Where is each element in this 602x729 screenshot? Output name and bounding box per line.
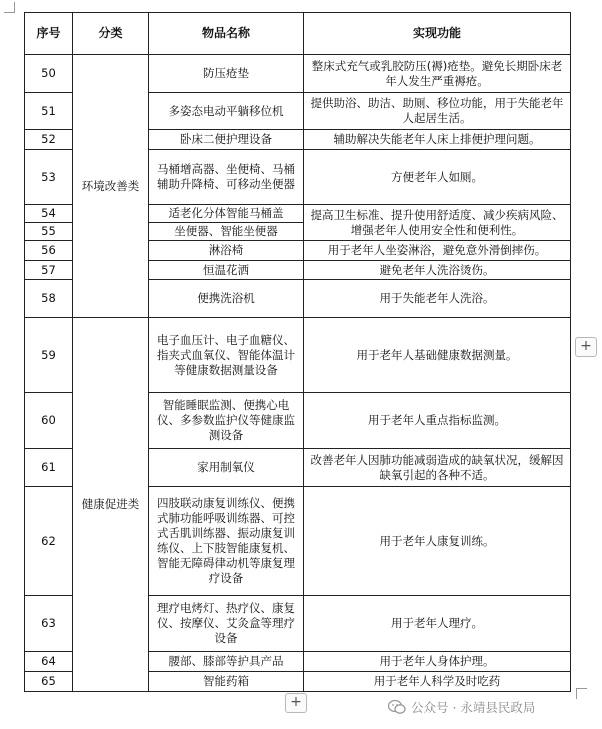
name-cell: 马桶增高器、坐便椅、马桶辅助升降椅、可移动坐便器: [149, 150, 304, 205]
category-cell-health: 健康促进类: [73, 318, 149, 692]
seq-cell: 64: [25, 652, 73, 672]
add-row-button[interactable]: +: [285, 693, 307, 713]
seq-cell: 53: [25, 150, 73, 205]
function-cell: 用于老年人康复训练。: [304, 487, 571, 596]
header-seq: 序号: [25, 13, 73, 55]
seq-cell: 50: [25, 55, 73, 93]
name-cell: 腰部、膝部等护具产品: [149, 652, 304, 672]
name-cell: 卧床二便护理设备: [149, 130, 304, 150]
table-resize-handle[interactable]: [576, 688, 587, 699]
table-row: [25, 318, 571, 393]
wechat-logo-icon: [388, 699, 406, 715]
header-row: [25, 13, 571, 55]
seq-cell: 54: [25, 205, 73, 223]
function-cell: 辅助解决失能老年人床上排便护理问题。: [304, 130, 571, 150]
category-cell-environment: 环境改善类: [73, 55, 149, 318]
name-cell: 多姿态电动平躺移位机: [149, 93, 304, 130]
function-cell: 方便老年人如厕。: [304, 150, 571, 205]
name-cell: 适老化分体智能马桶盖: [149, 205, 304, 223]
seq-cell: 59: [25, 318, 73, 393]
watermark: [388, 696, 535, 718]
function-cell: 用于老年人重点指标监测。: [304, 393, 571, 449]
name-cell: 便携洗浴机: [149, 280, 304, 318]
name-cell: 四肢联动康复训练仪、便携式肺功能呼吸训练器、可控式舌肌训练器、振动康复训练仪、上下肢智能康复机、智能无障碍律动机等康复理疗设备: [149, 487, 304, 596]
seq-cell: 61: [25, 449, 73, 487]
function-cell: 用于老年人坐姿淋浴，避免意外滑倒摔伤。: [304, 241, 571, 261]
watermark-text: 公众号 · 永靖县民政局: [411, 700, 536, 715]
function-cell: 避免老年人洗浴烫伤。: [304, 261, 571, 280]
name-cell: 智能药箱: [149, 672, 304, 692]
name-cell: 电子血压计、电子血糖仪、指夹式血氧仪、智能体温计等健康数据测量设备: [149, 318, 304, 393]
function-cell: 用于老年人科学及时吃药: [304, 672, 571, 692]
seq-cell: 65: [25, 672, 73, 692]
header-category: 分类: [73, 13, 149, 55]
seq-cell: 60: [25, 393, 73, 449]
seq-cell: 52: [25, 130, 73, 150]
seq-cell: 63: [25, 596, 73, 652]
name-cell: 智能睡眠监测、便携心电仪、多参数监护仪等健康监测设备: [149, 393, 304, 449]
seq-cell: 62: [25, 487, 73, 596]
name-cell: 恒温花洒: [149, 261, 304, 280]
items-table: [24, 12, 571, 692]
function-cell: 用于老年人基础健康数据测量。: [304, 318, 571, 393]
name-cell: 淋浴椅: [149, 241, 304, 261]
table-row: [25, 55, 571, 93]
add-column-button[interactable]: +: [575, 337, 597, 357]
function-cell: 用于老年人身体护理。: [304, 652, 571, 672]
table-corner-mark: [4, 2, 15, 13]
function-cell: 用于失能老年人洗浴。: [304, 280, 571, 318]
seq-cell: 56: [25, 241, 73, 261]
header-name: 物品名称: [149, 13, 304, 55]
seq-cell: 55: [25, 223, 73, 241]
name-cell: 理疗电烤灯、热疗仪、康复仪、按摩仪、艾灸盒等理疗设备: [149, 596, 304, 652]
seq-cell: 51: [25, 93, 73, 130]
name-cell: 防压疮垫: [149, 55, 304, 93]
name-cell: 家用制氧仪: [149, 449, 304, 487]
function-cell: 整床式充气或乳胶防压(褥)疮垫。避免长期卧床老年人发生严重褥疮。: [304, 55, 571, 93]
seq-cell: 58: [25, 280, 73, 318]
name-cell: 坐便器、智能坐便器: [149, 223, 304, 241]
seq-cell: 57: [25, 261, 73, 280]
function-cell: 改善老年人因肺功能减弱造成的缺氧状况，缓解因缺氧引起的各种不适。: [304, 449, 571, 487]
function-cell: 用于老年人理疗。: [304, 596, 571, 652]
function-cell: 提高卫生标准、提升使用舒适度、减少疾病风险、增强老年人使用安全性和便利性。: [304, 205, 571, 241]
function-cell: 提供助浴、助洁、助厕、移位功能，用于失能老年人起居生活。: [304, 93, 571, 130]
header-function: 实现功能: [304, 13, 571, 55]
